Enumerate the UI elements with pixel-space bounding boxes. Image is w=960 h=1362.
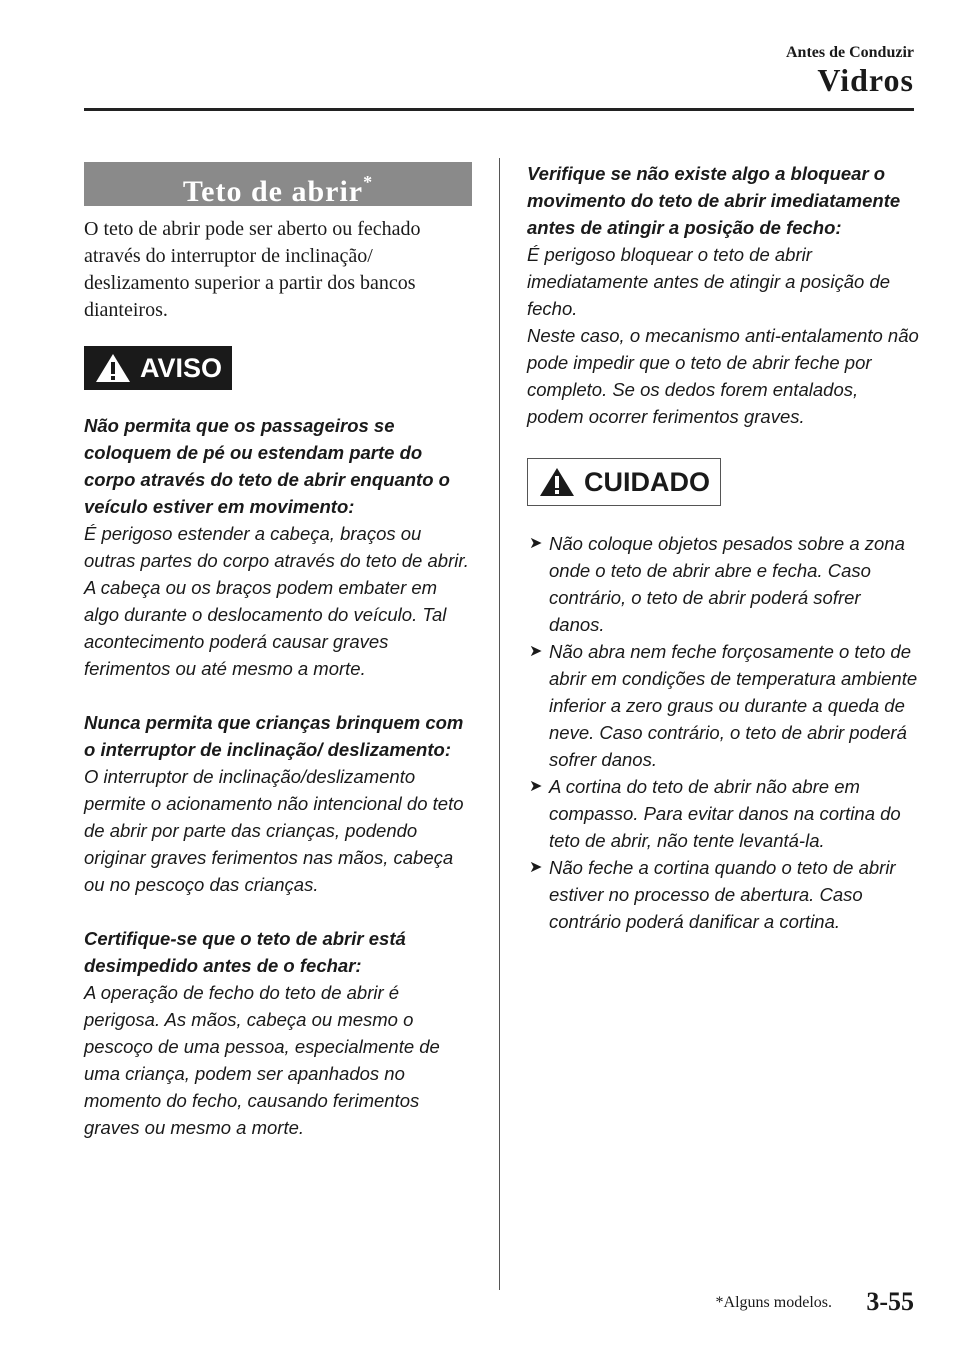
caution-item: ➤ Não feche a cortina quando o teto de abrir estiver no processo de abertura. Caso contrário poderá danificar a cortina.: [527, 854, 919, 935]
warning-item-body: A operação de fecho do teto de abrir é perigosa. As mãos, cabeça ou mesmo o pescoço de uma pessoa, especialmente de uma criança, podem ser apanhados no momento do fecho, causando ferimentos graves ou mesmo a morte.: [84, 982, 440, 1138]
warning-item-body: É perigoso estender a cabeça, braços ou outras partes do corpo através do teto de abrir. A cabeça ou os braços podem embater em algo durante o deslocamento do veículo. Tal acontecimento poderá causar graves ferimentos ou até mesmo a morte.: [84, 523, 469, 679]
caution-item: ➤ A cortina do teto de abrir não abre em compasso. Para evitar danos na cortina do teto de abrir, não tente levantá-la.: [527, 773, 919, 854]
warning-item-head: Certifique-se que o teto de abrir está desimpedido antes de o fechar:: [84, 928, 406, 976]
warning-item-head: Verifique se não existe algo a bloquear o movimento do teto de abrir imediatamente antes de atingir a posição de fecho:: [527, 163, 901, 238]
optional-mark: *: [363, 172, 374, 192]
arrow-bullet-icon: ➤: [529, 535, 543, 552]
caution-label: CUIDADO: [584, 466, 710, 497]
warning-item: [527, 160, 919, 430]
warning-item-body: É perigoso bloquear o teto de abrir imediatamente antes de atingir a posição de fecho.: [527, 244, 891, 319]
left-column: [84, 162, 472, 1141]
arrow-bullet-icon: ➤: [529, 643, 543, 660]
warning-item: [84, 925, 472, 1141]
caution-item: ➤ Não abra nem feche forçosamente o teto de abrir em condições de temperatura ambiente inferior a zero graus ou durante a queda de neve. Caso contrário, o teto de abrir poderá sofrer danos.: [527, 638, 919, 773]
arrow-bullet-icon: ➤: [529, 778, 543, 795]
warning-item-body-continued: Neste caso, o mecanismo anti-entalamento não pode impedir que o teto de abrir feche por completo. Se os dedos forem entalados, podem ocorrer ferimentos graves.: [527, 325, 919, 427]
caution-badge: [527, 458, 721, 506]
caution-item: ➤ Não coloque objetos pesados sobre a zona onde o teto de abrir abre e fecha. Caso contrário, o teto de abrir poderá sofrer danos.: [527, 530, 919, 638]
arrow-bullet-icon: ➤: [529, 859, 543, 876]
footnote: *Alguns modelos.: [715, 1294, 832, 1311]
warning-badge: [84, 346, 232, 390]
section-title-text: Teto de abrir: [182, 175, 364, 208]
warning-item-body: O interruptor de inclinação/deslizamento permite o acionamento não intencional do teto de abrir por parte das crianças, podendo originar graves ferimentos nas mãos, cabeça ou no pescoço das crianças.: [84, 766, 464, 895]
caution-list: [527, 530, 919, 935]
warning-label: AVISO: [140, 352, 223, 383]
intro-paragraph: O teto de abrir pode ser aberto ou fechado através do interruptor de inclinação/ deslizamento superior a partir dos bancos dianteiros.: [84, 218, 421, 321]
caution-triangle-icon: [538, 466, 576, 498]
header-rule: [84, 108, 914, 111]
column-divider: [499, 158, 500, 1290]
page-title: Vidros: [817, 62, 914, 98]
chapter-title: Antes de Conduzir: [785, 44, 914, 61]
right-column: [527, 160, 919, 935]
warning-item: [84, 412, 472, 682]
warning-triangle-icon: [94, 352, 132, 384]
warning-item: [84, 709, 472, 898]
warning-item-head: Não permita que os passageiros se coloquem de pé ou estendam parte do corpo através do teto de abrir enquanto o veículo estiver em movimento:: [84, 415, 450, 517]
page-number: 3-55: [866, 1287, 914, 1316]
section-title: [84, 162, 472, 206]
warning-item-head: Nunca permita que crianças brinquem com o interruptor de inclinação/ deslizamento:: [84, 712, 464, 760]
